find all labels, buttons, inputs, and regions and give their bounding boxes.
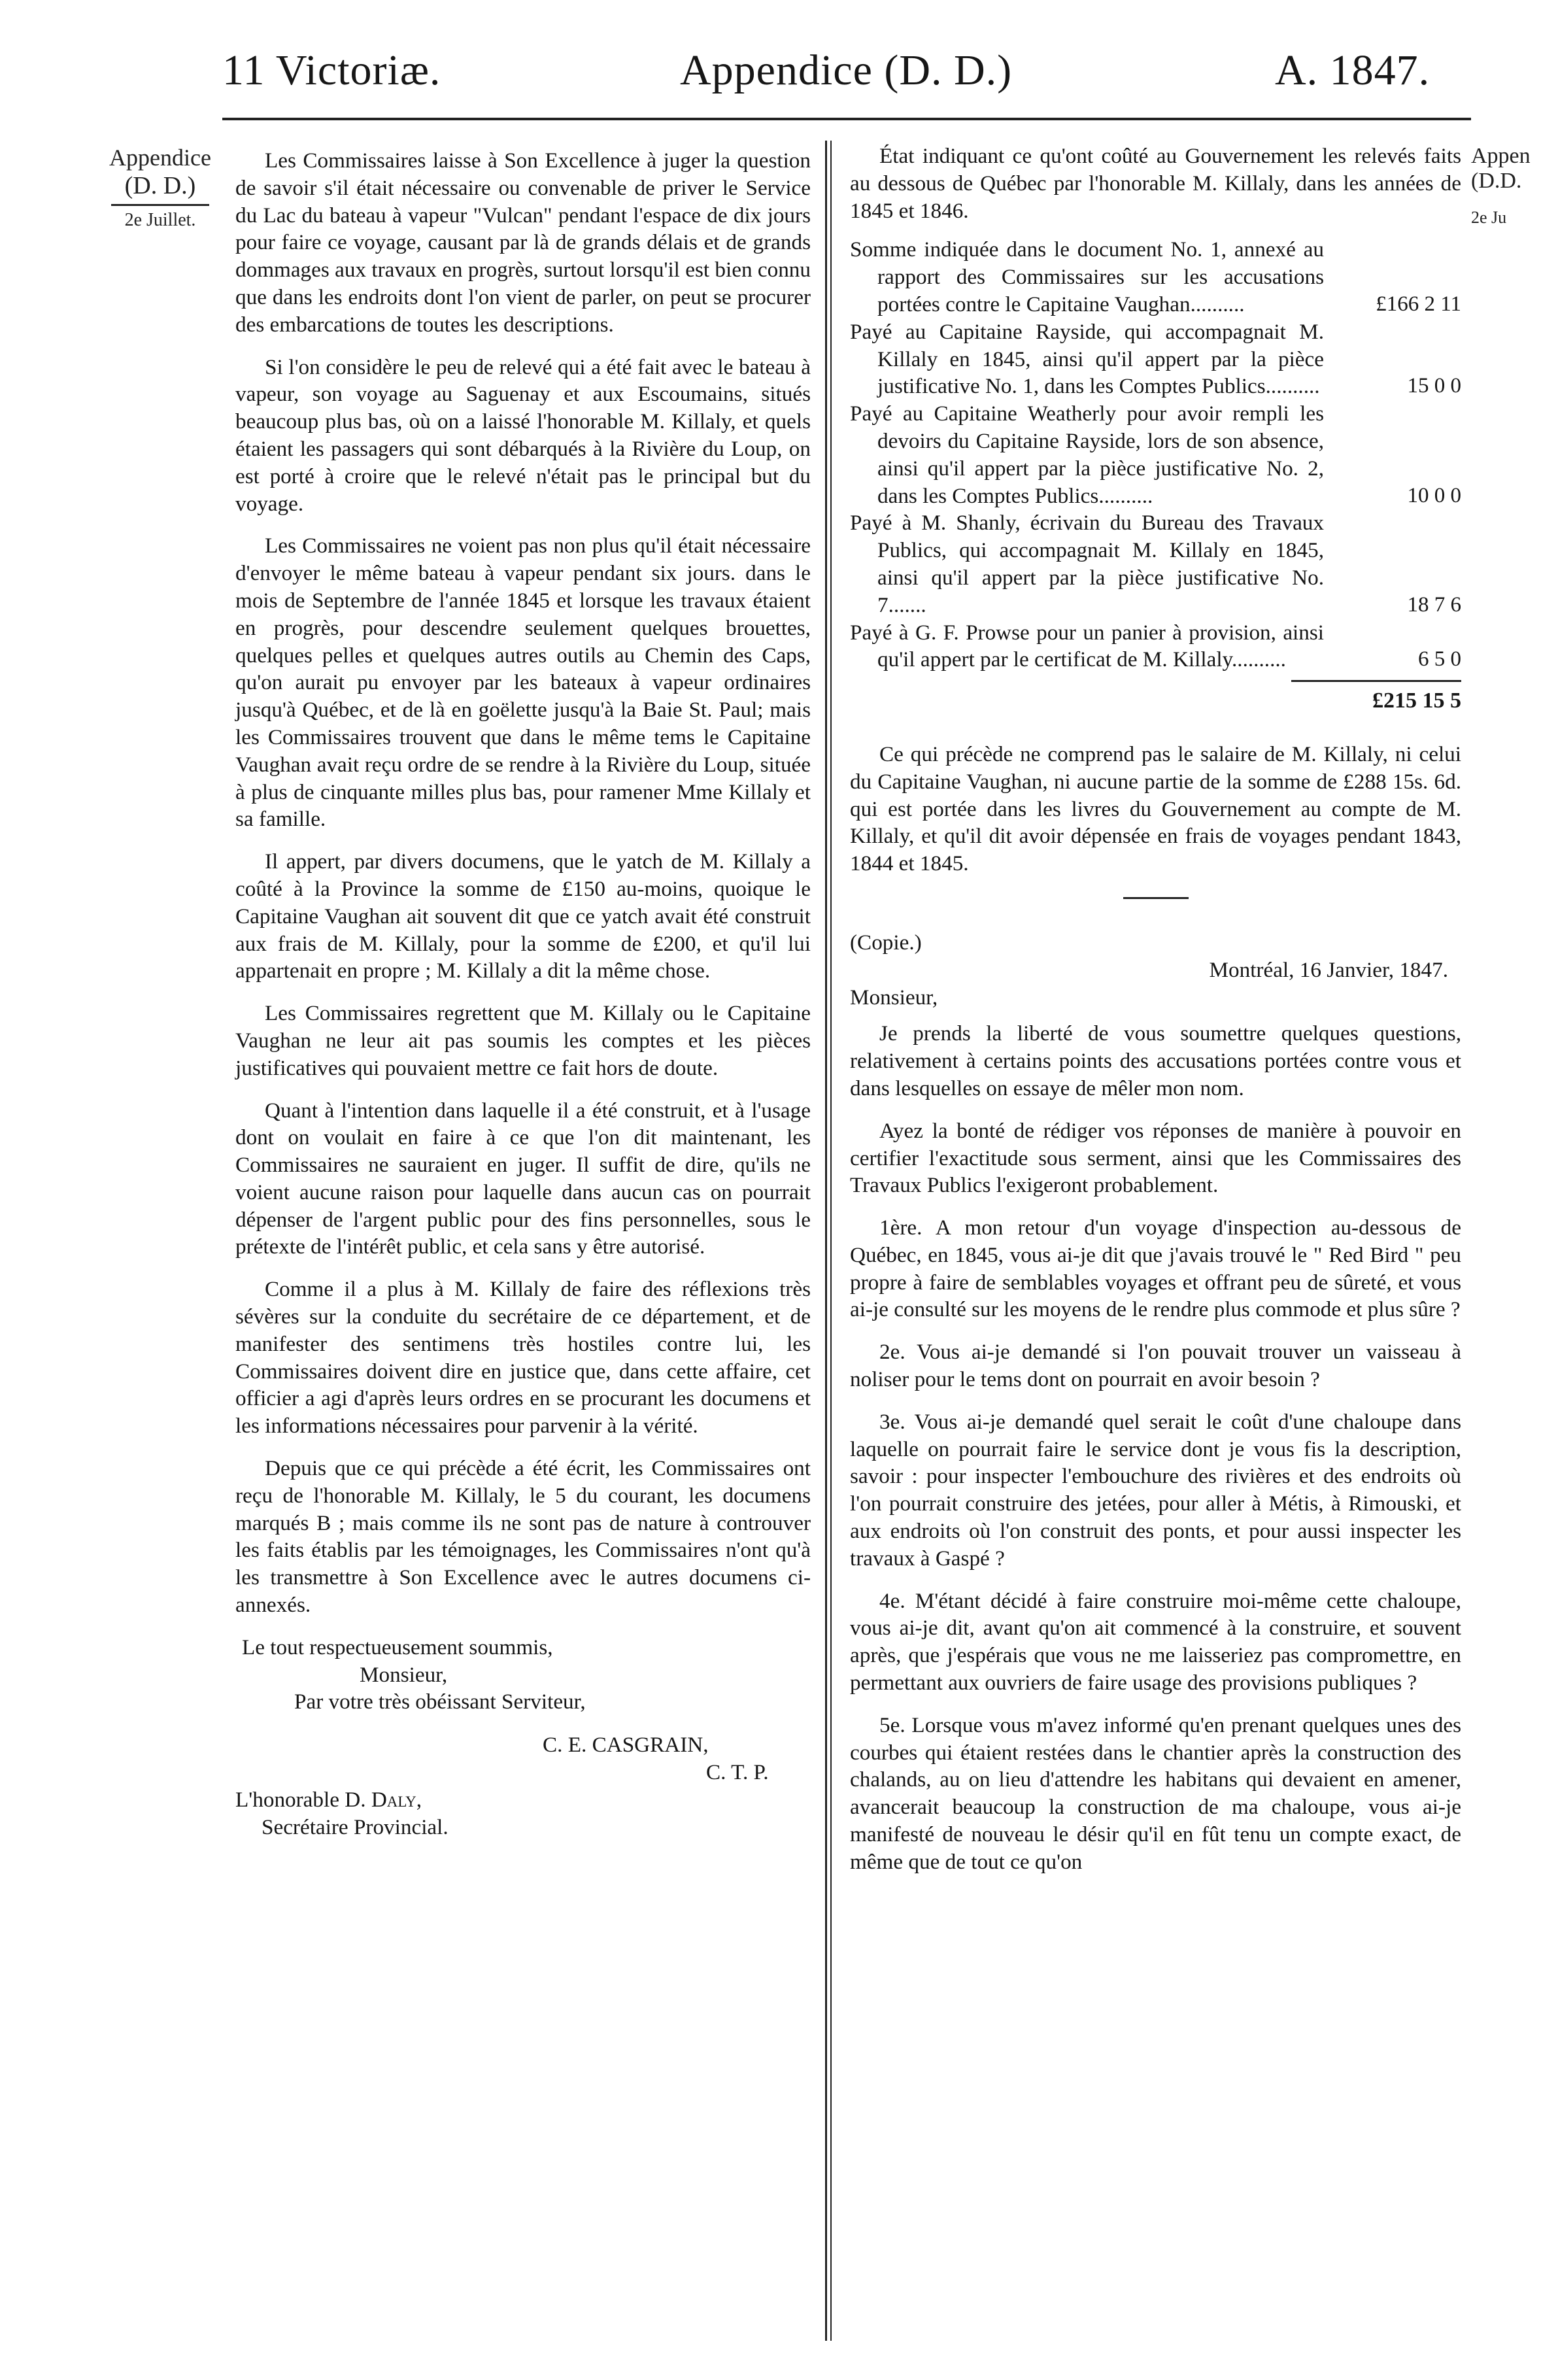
entry-amount: 10 0 0	[1407, 483, 1461, 507]
signature-name: C. E. CASGRAIN,	[543, 1733, 709, 1758]
closing-line-3: Par votre très obéissant Serviteur,	[294, 1690, 586, 1714]
statement-row	[850, 236, 1461, 318]
statement-row	[850, 509, 1461, 619]
addressee-prefix: L'honorable D.	[235, 1787, 371, 1812]
margin-note-line3: 2e Juillet.	[124, 210, 196, 230]
total-rule	[1291, 680, 1461, 682]
closing-block	[235, 1634, 811, 1841]
margin-note-left	[85, 144, 235, 231]
addressee-name: Daly,	[371, 1787, 422, 1812]
left-para-2: Si l'on considère le peu de relevé qui a été fait avec le bateau à vapeur, son voyage au Saguenay et aux Escoumains, situés beaucoup plus bas, où on a laissé l'honorable M. Killaly, et quels étaient les passagers qui sont débarqués à la Rivière du Loup, on est porté à croire que le relevé n'était pas le principal but du voyage.	[235, 354, 811, 516]
header-right: A. 1847.	[1275, 46, 1431, 94]
margin-note-right	[1471, 144, 1536, 228]
right-para-6: 4e. M'étant décidé à faire construire moi-même cette chaloupe, vous ai-je dit, avant qu'on ait commencé à la construire, et souvent après, que j'espérais que vous ne me laisseriez pas compromettre, en permettant aux ouvriers de faire usage des provisions publiques ?	[850, 1588, 1461, 1695]
page-header	[222, 46, 1458, 108]
statement-row	[850, 619, 1461, 674]
entry-desc: Payé à M. Shanly, écrivain du Bureau des Travaux Publics, qui accompagnait M. Killaly en 1845, ainsi qu'il appert par la pièce justificative No. 7.......	[850, 511, 1324, 617]
signature-title: C. T. P.	[706, 1760, 769, 1785]
statement-row	[850, 318, 1461, 400]
left-column	[235, 147, 811, 1841]
margin-note-right-line3: 2e Ju	[1471, 208, 1507, 227]
right-para-note: Ce qui précède ne comprend pas le salaire de M. Killaly, ni celui du Capitaine Vaughan, ni aucune partie de la somme de £288 15s. 6d. qui est portée dans les livres du Gouvernement au compte de M. Killaly, et qu'il dit avoir dépensée en frais de voyages pendant 1843, 1844 et 1845.	[850, 741, 1461, 876]
header-center: Appendice (D. D.)	[680, 46, 1013, 94]
left-para-8: Depuis que ce qui précède a été écrit, les Commissaires ont reçu de l'honorable M. Killaly, le 5 du courant, les documens marqués B ; mais comme ils ne sont pas de nature à controuver les faits établis par les témoignages, les Commissaires n'ont qu'à les transmettre à Son Excellence avec le autres documens ci-annexés.	[235, 1456, 811, 1618]
addressee-title: Secrétaire Provincial.	[262, 1814, 449, 1839]
header-rule	[222, 118, 1471, 120]
margin-note-line2: (D. D.)	[124, 172, 196, 199]
statement-table	[850, 236, 1461, 715]
right-para-1: Je prends la liberté de vous soumettre quelques questions, relativement à certains points des accusations portées contre vous et dans lesquelles on essaye de mêler mon nom.	[850, 1021, 1461, 1100]
margin-note-line1: Appendice	[109, 144, 211, 171]
letter-date: Montréal, 16 Janvier, 1847.	[1209, 957, 1448, 982]
statement-total: £215 15 5	[1372, 688, 1461, 713]
right-para-2: Ayez la bonté de rédiger vos réponses de manière à pouvoir en certifier l'exactitude sous serment, ainsi que les Commissaires des Travaux Publics l'exigeront probablement.	[850, 1118, 1461, 1198]
section-rule	[1123, 897, 1189, 899]
entry-desc: Payé au Capitaine Rayside, qui accompagnait M. Killaly en 1845, ainsi qu'il appert par la pièce justificative No. 1, dans les Comptes Publics..........	[850, 319, 1324, 399]
entry-desc: Somme indiquée dans le document No. 1, annexé au rapport des Commissaires sur les accusations portées contre le Capitaine Vaughan..........	[850, 237, 1324, 316]
margin-note-right-line2: (D.D.	[1471, 169, 1522, 193]
entry-amount: 15 0 0	[1407, 374, 1461, 398]
closing-line-2: Monsieur,	[360, 1662, 448, 1687]
entry-amount: £166 2 11	[1376, 292, 1461, 316]
column-divider	[825, 141, 827, 2341]
salutation: Monsieur,	[850, 985, 938, 1010]
entry-desc: Payé à G. F. Prowse pour un panier à provision, ainsi qu'il appert par le certificat de M. Killaly..........	[850, 620, 1324, 672]
right-para-5: 3e. Vous ai-je demandé quel serait le coût d'une chaloupe dans laquelle on pourrait faire le service dont je vous fis la description, savoir : pour inspecter l'embouchure des rivières et des endroits où l'on pourrait construire des jetées, pour aller à Métis, à Rimouski, et aux endroits où l'on construit des ponts, et pour aussi inspecter les travaux à Gaspé ?	[850, 1409, 1461, 1571]
entry-amount: 18 7 6	[1407, 592, 1461, 617]
left-para-7: Comme il a plus à M. Killaly de faire des réflexions très sévères sur la conduite du secrétaire de ce département, et de manifester des sentimens très hostiles contre lui, les Commissaires doivent dire en justice que, dans cette affaire, cet officier a agi d'après leurs ordres en se procurant les documens et les informations nécessaires pour parvenir à la vérité.	[235, 1277, 811, 1438]
right-column	[850, 143, 1461, 1891]
entry-amount: 6 5 0	[1418, 647, 1461, 672]
header-left: 11 Victoriæ.	[222, 46, 441, 94]
right-para-7: 5e. Lorsque vous m'avez informé qu'en prenant quelques unes des courbes qui étaient restées dans le chantier après la construction des chalands, au on lieu d'attendre les habitans qui devaient en amener, avancerait beaucoup la construction de ma chaloupe, vous ai-je manifesté de nouveau le désir qu'il en fût tenu un compte exact, de même que de tout ce qu'on	[850, 1712, 1461, 1874]
statement-heading: État indiquant ce qu'ont coûté au Gouvernement les relevés faits au dessous de Québec par l'honorable M. Killaly, dans les années de 1845 et 1846.	[850, 144, 1461, 223]
addressee	[235, 1786, 811, 1814]
left-para-1: Les Commissaires laisse à Son Excellence à juger la question de savoir s'il était nécessaire ou convenable de priver le Service du Lac du bateau à vapeur "Vulcan" pendant l'espace de dix jours pour faire ce voyage, causant par là de grands délais et de grands dommages aux travaux en progrès, surtout lorsqu'il est bien connu que dans les endroits dont l'on vient de parler, on peut se procurer des embarcations de toutes les descriptions.	[235, 148, 811, 337]
column-divider-2	[830, 141, 832, 2341]
right-para-3: 1ère. A mon retour d'un voyage d'inspection au-dessous de Québec, en 1845, vous ai-je dit que j'avais trouvé le " Red Bird " peu propre à faire de semblables voyages et offrant peu de sûreté, et vous ai-je consulté sur les moyens de le rendre plus commode et plus sûre ?	[850, 1216, 1461, 1322]
left-para-5: Les Commissaires regrettent que M. Killaly ou le Capitaine Vaughan ne leur ait pas soumis les comptes et les pièces justificatives qui pouvaient mettre ce fait hors de doute.	[235, 1001, 811, 1080]
closing-line-1: Le tout respectueusement soummis,	[242, 1635, 553, 1659]
left-para-4: Il appert, par divers documens, que le yatch de M. Killaly a coûté à la Province la somme de £150 au-moins, quoique le Capitaine Vaughan ait souvent dit que ce yatch avait été construit aux frais de M. Killaly, pour la somme de £200, et qu'il lui appartenait en propre ; M. Killaly a dit la même chose.	[235, 849, 811, 983]
margin-note-rule	[111, 204, 209, 206]
left-para-6: Quant à l'intention dans laquelle il a été construit, et à l'usage dont on voulait en faire à ce que l'on dit maintenant, les Commissaires ne sauraient en juger. Il suffit de dire, qu'ils ne voient aucune raison pour laquelle dans aucun cas on pourrait dépenser de l'argent public pour des fins personnelles, sous le prétexte de l'intérêt public, et cela sans y être autorisé.	[235, 1098, 811, 1259]
copy-label: (Copie.)	[850, 930, 922, 955]
right-para-4: 2e. Vous ai-je demandé si l'on pouvait trouver un vaisseau à noliser pour le tems dont on pourrait en avoir besoin ?	[850, 1340, 1461, 1392]
left-para-3: Les Commissaires ne voient pas non plus qu'il était nécessaire d'envoyer le même bateau à vapeur pendant six jours. dans le mois de Septembre de l'année 1845 et lorsque les travaux étaient en progrès, pour descendre seulement quelques brouettes, quelques pelles et quelques autres outils au Chemin des Caps, qu'on aurait pu envoyer par les bateaux à vapeur ordinaires jusqu'à Québec, et de là en goëlette jusqu'à la Baie St. Paul; mais les Commissaires trouvent que dans le même tems le Capitaine Vaughan avait reçu ordre de se rendre à la Rivière du Loup, située à plus de cinquante milles plus bas, pour ramener Mme Killaly et sa famille.	[235, 534, 811, 832]
margin-note-right-line1: Appen	[1471, 144, 1531, 168]
statement-row	[850, 400, 1461, 509]
entry-desc: Payé au Capitaine Weatherly pour avoir rempli les devoirs du Capitaine Rayside, lors de son absence, ainsi qu'il appert par la pièce justificative No. 2, dans les Comptes Publics..........	[850, 401, 1324, 508]
